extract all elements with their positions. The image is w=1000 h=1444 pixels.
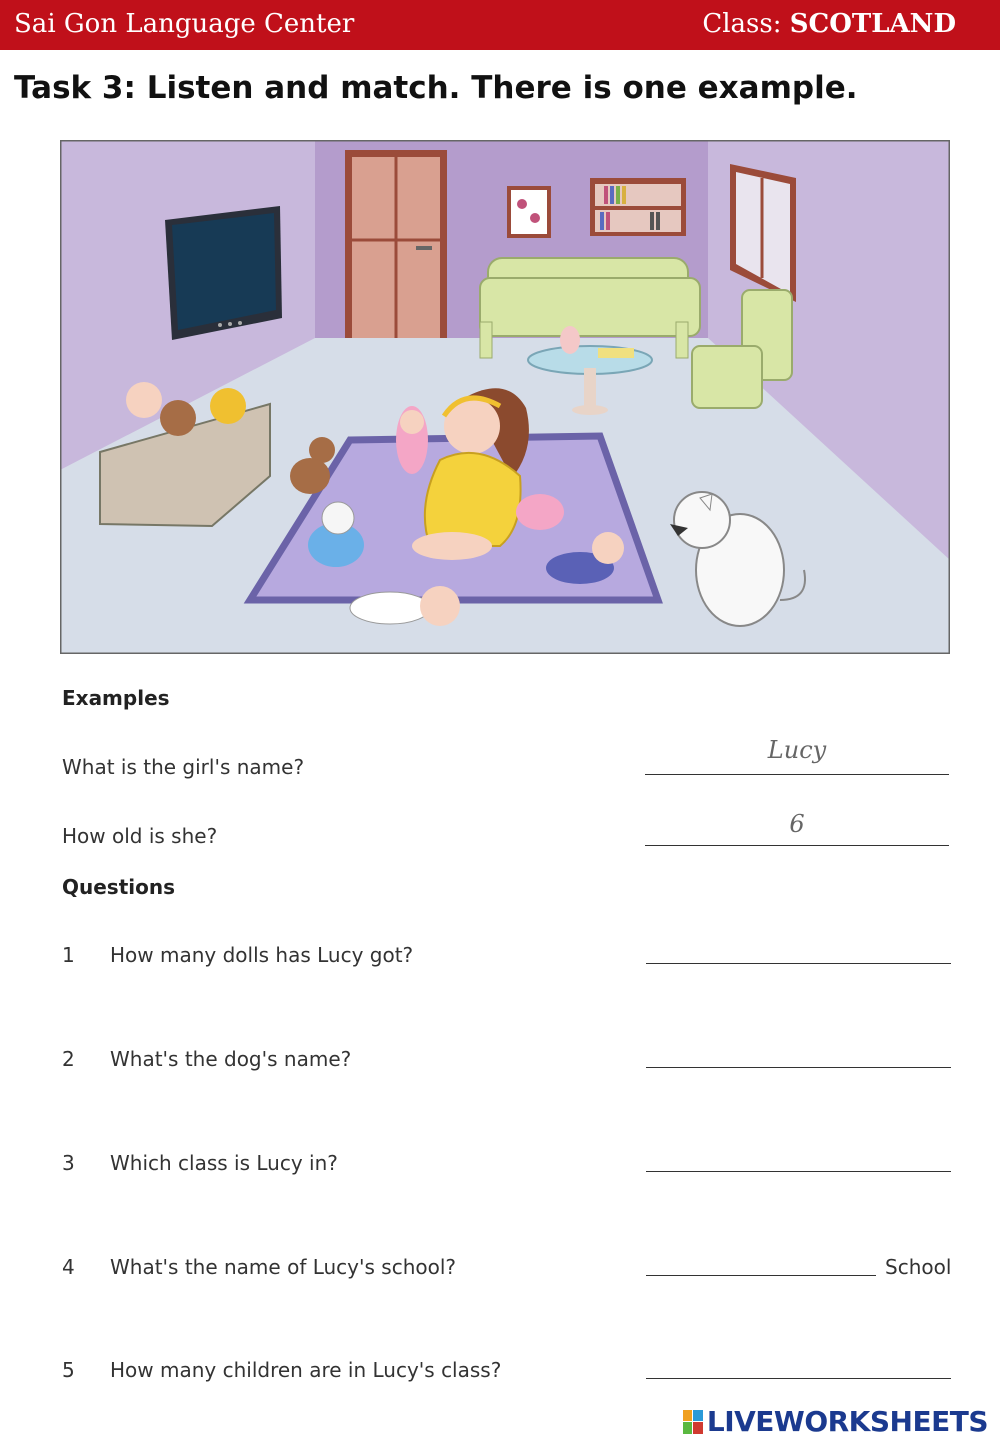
example-question-2: How old is she? (62, 824, 218, 848)
tv-icon (165, 206, 282, 340)
question-text: How many dolls has Lucy got? (110, 943, 414, 967)
answer-line (646, 1275, 876, 1276)
question-number: 5 (62, 1358, 75, 1382)
class-label: Class: SCOTLAND (702, 9, 956, 39)
school-suffix: School (885, 1255, 952, 1279)
example-answer-2: 6 (789, 810, 805, 838)
class-name: SCOTLAND (789, 9, 956, 39)
questions-heading: Questions (62, 875, 176, 899)
answer-line (646, 1171, 951, 1172)
example-answer-line-2 (645, 845, 949, 846)
door-icon (345, 150, 447, 338)
task-title: Task 3: Listen and match. There is one example. (14, 70, 858, 106)
answer-line (646, 963, 951, 964)
question-number: 1 (62, 943, 75, 967)
liveworksheets-logo-icon (683, 1410, 703, 1434)
answer-input-4[interactable] (646, 1242, 880, 1278)
center-name: Sai Gon Language Center (14, 9, 355, 39)
brand-text: LIVEWORKSHEETS (706, 1405, 988, 1438)
question-text: How many children are in Lucy's class? (110, 1358, 502, 1382)
answer-input-3[interactable] (646, 1138, 955, 1174)
question-text: Which class is Lucy in? (110, 1151, 338, 1175)
question-text: What's the name of Lucy's school? (110, 1255, 457, 1279)
example-answer-line-1 (645, 774, 949, 775)
answer-input-2[interactable] (646, 1034, 955, 1070)
answer-input-1[interactable] (646, 930, 955, 966)
answer-line (646, 1378, 951, 1379)
answer-input-5[interactable] (646, 1345, 955, 1381)
example-answer-1: Lucy (767, 736, 827, 764)
header-bar (0, 0, 1000, 50)
flower-picture-icon (509, 188, 549, 236)
answer-line (646, 1067, 951, 1068)
question-text: What's the dog's name? (110, 1047, 352, 1071)
question-number: 2 (62, 1047, 75, 1071)
question-number: 4 (62, 1255, 75, 1279)
bookshelf-icon (590, 178, 686, 236)
examples-heading: Examples (62, 686, 170, 710)
living-room-illustration (60, 140, 950, 654)
liveworksheets-brand (683, 1405, 988, 1438)
question-number: 3 (62, 1151, 75, 1175)
example-question-1: What is the girl's name? (62, 755, 305, 779)
